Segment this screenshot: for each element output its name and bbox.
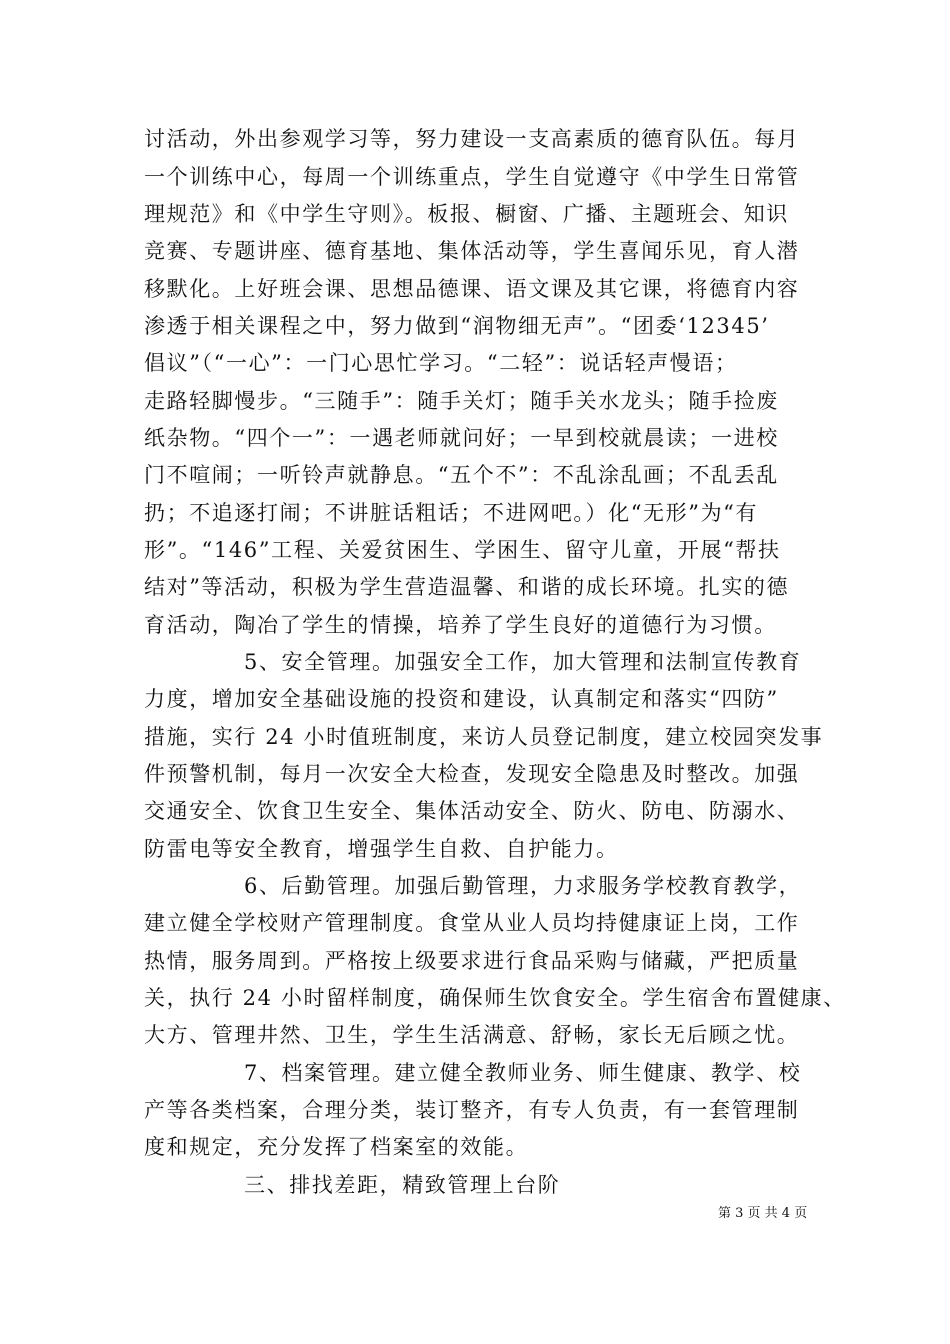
section-heading-archives: 7、档案管理。建立健全教师业务、师生健康、教学、校 [244,1061,802,1085]
text-line: 结对”等活动，积极为学生营造温馨、和谐的成长环境。扎实的德 [144,575,790,599]
text-line: 形”。“146”工程、关爱贫困生、学困生、留守儿童，开展“帮扶 [144,538,781,562]
text-line: 防雷电等安全教育，增强学生自救、自护能力。 [144,837,619,861]
text-line: 措施，实行 24 小时值班制度，来访人员登记制度，建立校园突发事 [144,725,824,749]
text-line: 件预警机制，每月一次安全大检查，发现安全隐患及时整改。加强 [144,762,800,786]
text-line: 育活动，陶冶了学生的情操，培养了学生良好的道德行为习惯。 [144,613,777,637]
text-line: 产等各类档案，合理分类，装订整齐，有专人负责，有一套管理制 [144,1098,800,1122]
text-line: 大方、管理井然、卫生，学生生活满意、舒畅，家长无后顾之忧。 [144,1023,800,1047]
text-line: 关，执行 24 小时留样制度，确保师生饮食安全。学生宿舍布置健康、 [144,986,846,1010]
section-heading-safety: 5、安全管理。加强安全工作，加大管理和法制宣传教育 [244,650,802,674]
text-line: 倡议”（“一心”：一门心思忙学习。“二轻”：说话轻声慢语； [144,351,738,375]
text-line: 理规范》和《中学生守则》。板报、橱窗、广播、主题班会、知识 [144,202,789,226]
text-line: 热情，服务周到。严格按上级要求进行食品采购与储藏，严把质量 [144,949,800,973]
text-line: 讨活动，外出参观学习等，努力建设一支高素质的德育队伍。每月 [144,127,800,151]
text-line: 竞赛、专题讲座、德育基地、集体活动等，学生喜闻乐见，育人潜 [144,239,800,263]
text-line: 门不喧闹；一听铃声就静息。“五个不”：不乱涂乱画；不乱丢乱 [144,463,779,487]
chapter-heading: 三、排找差距，精致管理上台阶 [244,1173,561,1197]
text-line: 移默化。上好班会课、思想品德课、语文课及其它课，将德育内容 [144,277,800,301]
text-line: 度和规定，充分发挥了档案室的效能。 [144,1135,529,1159]
text-line: 扔；不追逐打闹；不讲脏话粗话；不进网吧。）化“无形”为“有 [144,501,759,525]
section-heading-logistics: 6、后勤管理。加强后勤管理，力求服务学校教育教学， [244,874,802,898]
text-line: 纸杂物。“四个一”：一遇老师就问好；一早到校就晨读；一进校 [144,426,779,450]
text-line: 力度，增加安全基础设施的投资和建设，认真制定和落实“四防” [144,687,779,711]
text-line: 建立健全学校财产管理制度。食堂从业人员均持健康证上岗，工作 [144,911,800,935]
text-line: 交通安全、饮食卫生安全、集体活动安全、防火、防电、防溺水、 [144,799,800,823]
text-line: 一个训练中心，每周一个训练重点，学生自觉遵守《中学生日常管 [144,165,800,189]
text-line: 渗透于相关课程之中，努力做到“润物细无声”。“团委‘12345’ [144,314,770,338]
page-footer: 第 3 页 共 4 页 [718,1206,808,1221]
text-line: 走路轻脚慢步。“三随手”：随手关灯；随手关水龙头；随手捡废 [144,389,779,413]
